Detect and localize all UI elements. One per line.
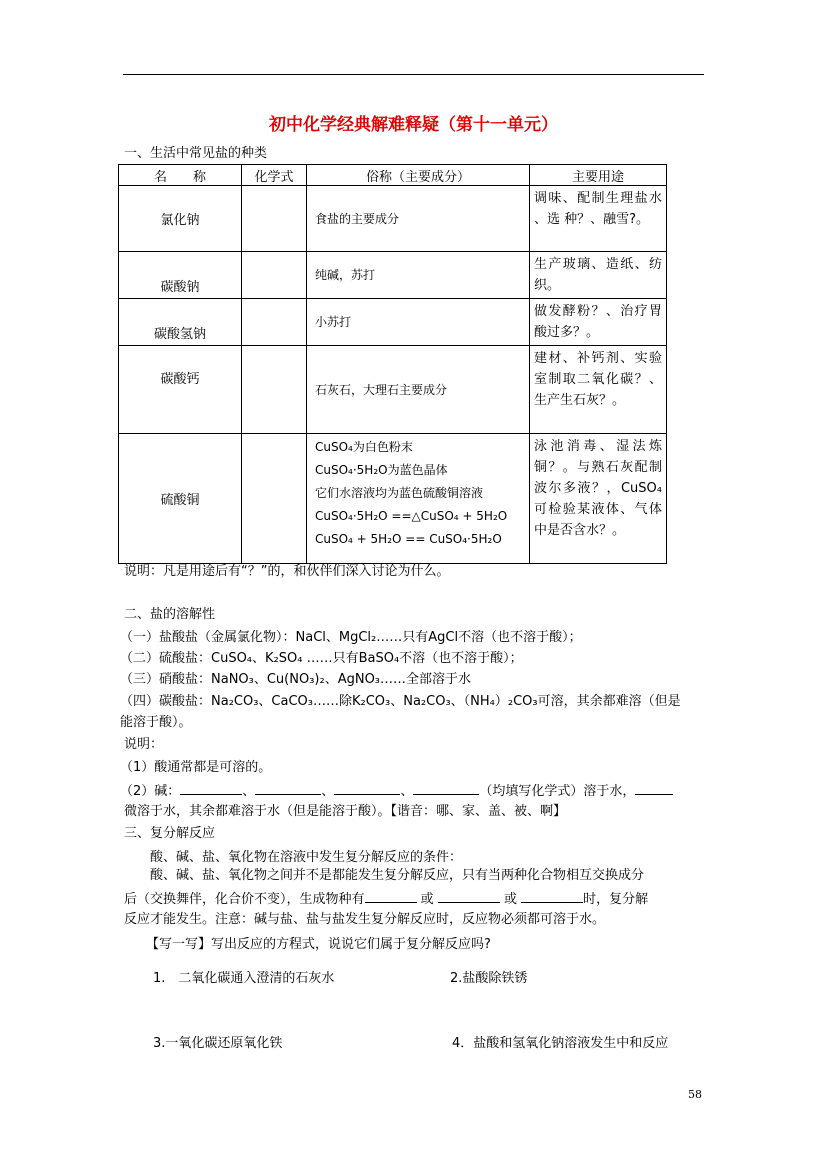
salt-common: 食盐的主要成分 — [307, 186, 530, 252]
col-use: 主要用途 — [530, 165, 667, 186]
salt-use: 建材、补钙剂、实验室制取二氧化碳？、生产生石灰？。 — [530, 346, 667, 434]
salt-name: 氯化钠 — [119, 186, 242, 252]
page-number: 58 — [688, 1088, 702, 1101]
cuso4-line: CuSO₄ + 5H₂O == CuSO₄·5H₂O — [315, 532, 502, 546]
col-name: 名 称 — [119, 165, 242, 186]
salt-name: 碳酸钠 — [119, 252, 242, 299]
blank-field[interactable] — [521, 890, 583, 903]
cuso4-line: CuSO₄·5H₂O ==△CuSO₄ + 5H₂O — [315, 509, 508, 523]
table-row — [119, 252, 667, 299]
blank-field[interactable] — [438, 890, 500, 903]
blank-field[interactable] — [365, 890, 417, 903]
note2-tail: （均填写化学式）溶于水， — [479, 784, 636, 799]
note2-lead: （2）碱： — [120, 784, 181, 799]
p3-lead: 后（交换舞伴，化合价不变），生成物种有 — [124, 892, 365, 907]
salt-use: 做发酵粉？、治疗胃酸过多？。 — [530, 299, 667, 346]
question-1: 1. 二氧化碳通入澄清的石灰水 — [153, 971, 335, 986]
salt-use: 泳池消毒、湿法炼铜？。与熟石灰配制波尔多液？，CuSO₄可检验某液体、气体中是否含水？。 — [530, 434, 667, 564]
question-4: 4．盐酸和氢氧化钠溶液发生中和反应 — [452, 1036, 669, 1051]
section3-heading: 三、复分解反应 — [124, 826, 216, 841]
p3-tail: 时，复分解 — [583, 892, 649, 907]
question-3: 3.一氧化碳还原氧化铁 — [153, 1036, 283, 1051]
or-text: 或 — [503, 892, 517, 907]
or-text: 或 — [420, 892, 434, 907]
solubility-line: （一）盐酸盐（金属氯化物）：NaCl、MgCl₂……只有AgCl不溶（也不溶于酸）； — [120, 630, 582, 645]
header-rule — [123, 74, 704, 75]
table-row — [119, 346, 667, 434]
solubility-line: 能溶于酸）。 — [120, 715, 192, 730]
solubility-line: （二）硫酸盐：CuSO₄、K₂SO₄ ……只有BaSO₄不溶（也不溶于酸）； — [120, 651, 523, 666]
salt-formula — [242, 346, 307, 434]
table-header-row — [119, 165, 667, 186]
salt-use: 调味、配制生理盐水 、选 种？、融雪?。 — [530, 186, 667, 252]
salt-formula — [242, 299, 307, 346]
blank-field[interactable] — [413, 782, 479, 795]
salt-use: 生产玻璃、造纸、纺织。 — [530, 252, 667, 299]
cuso4-line: 它们水溶液均为蓝色硫酸铜溶液 — [315, 486, 484, 500]
section2-note2: （2）碱： 、 、 、 （均填写化学式）溶于水， — [120, 782, 673, 800]
salt-formula — [242, 186, 307, 252]
section3-p3 — [124, 890, 648, 908]
question-2: 2.盐酸除铁锈 — [450, 971, 528, 986]
page-title: 初中化学经典解难释疑（第十一单元） — [269, 115, 558, 135]
salt-common: 小苏打 — [307, 299, 530, 346]
salt-name: 硫酸铜 — [119, 434, 242, 564]
salt-formula — [242, 252, 307, 299]
section2-note1: （1）酸通常都是可溶的。 — [120, 760, 272, 775]
salt-formula — [242, 434, 307, 564]
salt-common: 石灰石，大理石主要成分 — [307, 346, 530, 434]
section3-p2: 酸、碱、盐、氧化物之间并不是都能发生复分解反应，只有当两种化合物相互交换成分 — [150, 868, 645, 883]
section1-heading: 一、生活中常见盐的种类 — [124, 146, 268, 161]
solubility-line: （三）硝酸盐：NaNO₃、Cu(NO₃)₂、AgNO₃……全部溶于水 — [120, 672, 472, 687]
col-common: 俗称（主要成分） — [307, 165, 530, 186]
salt-table — [118, 164, 667, 564]
blank-field[interactable] — [635, 782, 673, 795]
col-formula: 化学式 — [242, 165, 307, 186]
table-row — [119, 299, 667, 346]
cuso4-line: CuSO₄·5H₂O为蓝色晶体 — [315, 463, 448, 477]
salt-common: 纯碱，苏打 — [307, 252, 530, 299]
salt-name: 碳酸氢钠 — [119, 299, 242, 346]
cuso4-line: CuSO₄为白色粉末 — [315, 440, 413, 454]
section3-p4: 反应才能发生。注意：碱与盐、盐与盐发生复分解反应时，反应物必须都可溶于水。 — [124, 912, 606, 927]
blank-field[interactable] — [255, 782, 321, 795]
write-prompt: 【写一写】写出反应的方程式，说说它们属于复分解反应吗? — [146, 937, 491, 952]
salt-common-lines — [307, 434, 530, 564]
section3-p1: 酸、碱、盐、氧化物在溶液中发生复分解反应的条件： — [150, 850, 463, 865]
blank-field[interactable] — [180, 782, 242, 795]
section2-note2b: 微溶于水，其余都难溶于水（但是能溶于酸）。【谐音：哪、家、盖、被、啊】 — [124, 804, 567, 819]
blank-field[interactable] — [334, 782, 400, 795]
salt-name: 碳酸钙 — [119, 346, 242, 434]
section2-note-heading: 说明： — [124, 737, 164, 752]
table-row — [119, 186, 667, 252]
section1-note: 说明：凡是用途后有“？”的，和伙伴们深入讨论为什么。 — [124, 564, 450, 579]
section2-heading: 二、盐的溶解性 — [124, 607, 216, 622]
solubility-line: （四）碳酸盐：Na₂CO₃、CaCO₃……除K₂CO₃、Na₂CO₃、（NH₄）₂CO₃可溶，其余都难溶（但是 — [120, 694, 681, 709]
table-row — [119, 434, 667, 564]
